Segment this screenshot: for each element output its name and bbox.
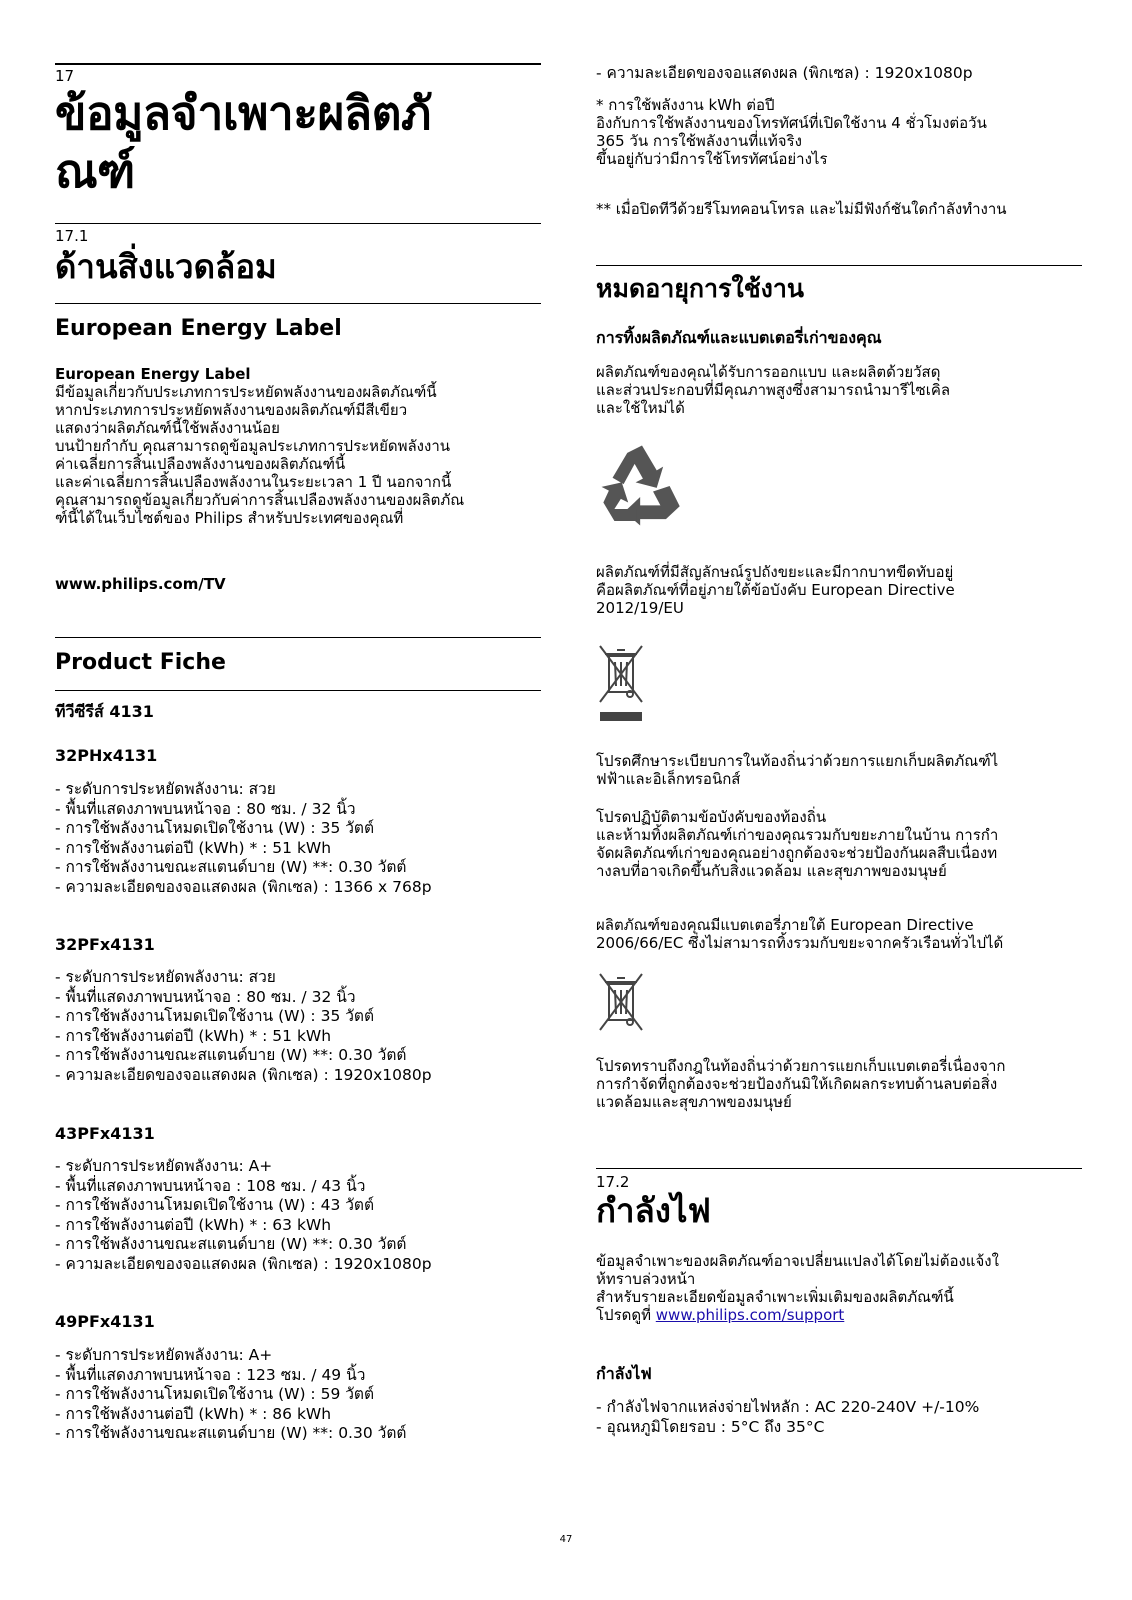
crossed-bin-icon	[596, 642, 1082, 726]
support-link[interactable]: www.philips.com/support	[655, 1306, 845, 1324]
text-line: 365 วัน การใช้พลังงานที่แท้จริง	[596, 132, 802, 150]
page-number: 47	[559, 1534, 573, 1545]
spec-line: - การใช้พลังงานต่อปี (kWh) * : 51 kWh	[55, 838, 332, 857]
divider	[596, 265, 1082, 266]
section-title: ด้านสิ่งแวดล้อม	[55, 247, 277, 286]
spec-line: - การใช้พลังงานขณะสแตนด์บาย (W) **: 0.30 วัตต์	[55, 858, 407, 876]
energy-label-text	[55, 383, 541, 527]
spec-line: - ความละเอียดของจอแสดงผล (พิกเซล) : 1366 x 768p	[55, 877, 432, 896]
spec-line: - การใช้พลังงานขณะสแตนด์บาย (W) **: 0.30 วัตต์	[55, 1046, 407, 1064]
text-line: การกำจัดที่ถูกต้องจะช่วยป้องกันมิให้เกิดผลกระทบด้านลบต่อสิ่ง	[596, 1075, 998, 1093]
model-specs	[55, 1157, 541, 1274]
divider	[55, 303, 541, 304]
text-line: ** เมื่อปิดทีวีด้วยรีโมทคอนโทรล และไม่มีฟังก์ชันใดกำลังทำงาน	[596, 200, 1007, 218]
crossed-bin-icon	[596, 970, 1082, 1038]
spec-line: - การใช้พลังงานโหมดเปิดใช้งาน (W) : 35 วัตต์	[55, 1007, 375, 1025]
spec-line: - ระดับการประหยัดพลังงาน: สวย	[55, 780, 276, 798]
model-specs	[55, 968, 541, 1085]
text-line: บนป้ายกำกับ คุณสามารถดูข้อมูลประเภทการประหยัดพลังงาน	[55, 437, 451, 455]
spec-line: - การใช้พลังงานขณะสแตนด์บาย (W) **: 0.30 วัตต์	[55, 1235, 407, 1253]
divider	[55, 63, 541, 65]
chapter-title-line1: ข้อมูลจำเพาะผลิตภั	[55, 86, 431, 140]
text-line: 2012/19/EU	[596, 599, 684, 617]
recycle-icon	[596, 440, 1082, 532]
spec-line: - การใช้พลังงานโหมดเปิดใช้งาน (W) : 59 วัตต์	[55, 1385, 375, 1403]
text-line: และค่าเฉลี่ยการสิ้นเปลืองพลังงานในระยะเวลา 1 ปี นอกจากนี้	[55, 473, 452, 491]
spec-line: - พื้นที่แสดงภาพบนหน้าจอ : 80 ซม. / 32 นิ้ว	[55, 987, 356, 1006]
section-number: 17.2	[596, 1173, 630, 1191]
model-name: 32PFx4131	[55, 935, 155, 954]
text-line: ขึ้นอยู่กับว่ามีการใช้โทรทัศน์อย่างไร	[596, 150, 828, 168]
local-rules-text	[596, 752, 1082, 788]
text-line: ค่าเฉลี่ยการสิ้นเปลืองพลังงานของผลิตภัณฑ์นี้	[55, 455, 346, 473]
model-specs	[55, 780, 541, 897]
text-line: โปรดศึกษาระเบียบการในท้องถิ่นว่าด้วยการแยกเก็บผลิตภัณฑ์ไ	[596, 752, 999, 770]
footnote-annual-energy	[596, 96, 1082, 168]
text-line: มีข้อมูลเกี่ยวกับประเภทการประหยัดพลังงานของผลิตภัณฑ์นี้	[55, 383, 437, 401]
see-prefix: โปรดดูที่	[596, 1306, 656, 1324]
power-specs	[596, 1398, 1082, 1437]
text-line: แวดล้อมและสุขภาพของมนุษย์	[596, 1093, 792, 1111]
text-line: ผลิตภัณฑ์ที่มีสัญลักษณ์รูปถังขยะและมีกากบาทขีดทับอยู่	[596, 563, 954, 581]
chapter-title-line2: ณฑ์	[55, 144, 135, 198]
spec-line: - กำลังไฟจากแหล่งจ่ายไฟหลัก : AC 220-240V +/-10%	[596, 1398, 980, 1416]
spec-line: - พื้นที่แสดงภาพบนหน้าจอ : 108 ซม. / 43 นิ้ว	[55, 1176, 366, 1195]
divider	[55, 223, 541, 224]
end-of-use-heading: หมดอายุการใช้งาน	[596, 274, 805, 303]
text-line: หากประเภทการประหยัดพลังงานของผลิตภัณฑ์มีสีเขียว	[55, 401, 408, 419]
series-heading: ทีวีซีรีส์ 4131	[55, 702, 154, 721]
battery-rules-text	[596, 1057, 1082, 1111]
text-line: ฟฟ้าและอิเล็กทรอนิกส์	[596, 770, 741, 788]
text-line: ฑ์นี้ได้ในเว็บไซต์ของ Philips สำหรับประเทศของคุณที่	[55, 509, 404, 527]
spec-line: - พื้นที่แสดงภาพบนหน้าจอ : 80 ซม. / 32 นิ้ว	[55, 799, 356, 818]
text-line: และส่วนประกอบที่มีคุณภาพสูงซึ่งสามารถนำมารีไซเคิล	[596, 381, 951, 399]
footnote-standby	[596, 200, 1082, 218]
text-line: จัดผลิตภัณฑ์เก่าของคุณอย่างถูกต้องจะช่วยป้องกันผลสืบเนื่องท	[596, 844, 998, 862]
spec-line: - ความละเอียดของจอแสดงผล (พิกเซล) : 1920x1080p	[55, 1065, 432, 1084]
spec-line: - การใช้พลังงานขณะสแตนด์บาย (W) **: 0.30 วัตต์	[55, 1424, 407, 1442]
spec-line: - การใช้พลังงานโหมดเปิดใช้งาน (W) : 43 วัตต์	[55, 1196, 375, 1214]
text-line	[596, 1306, 1082, 1324]
spec-line: - ระดับการประหยัดพลังงาน: A+	[55, 1346, 273, 1364]
text-line: ผลิตภัณฑ์ของคุณมีแบตเตอรี่ภายใต้ European Directive	[596, 916, 974, 934]
text-line: และห้ามทิ้งผลิตภัณฑ์เก่าของคุณรวมกับขยะภายในบ้าน การกำ	[596, 826, 999, 844]
text-line: ข้อมูลจำเพาะของผลิตภัณฑ์อาจเปลี่ยนแปลงได้โดยไม่ต้องแจ้งใ	[596, 1252, 999, 1270]
text-line: ห้ทราบล่วงหน้า	[596, 1270, 696, 1288]
section-title: กำลังไฟ	[596, 1191, 711, 1230]
product-fiche-heading: Product Fiche	[55, 650, 226, 675]
spec-line: - การใช้พลังงานต่อปี (kWh) * : 86 kWh	[55, 1404, 332, 1423]
divider	[55, 637, 541, 638]
model-specs	[55, 1346, 541, 1444]
spec-line: - พื้นที่แสดงภาพบนหน้าจอ : 123 ซม. / 49 นิ้ว	[55, 1365, 366, 1384]
spec-line: - การใช้พลังงานโหมดเปิดใช้งาน (W) : 35 วัตต์	[55, 819, 375, 837]
text-line: โปรดปฏิบัติตามข้อบังคับของท้องถิ่น	[596, 808, 827, 826]
model-name: 49PFx4131	[55, 1312, 155, 1331]
text-line: โปรดทราบถึงกฎในท้องถิ่นว่าด้วยการแยกเก็บแบตเตอรี่เนื่องจาก	[596, 1057, 1006, 1075]
spec-line: - ระดับการประหยัดพลังงาน: A+	[55, 1157, 273, 1175]
spec-line: - ความละเอียดของจอแสดงผล (พิกเซล) : 1920x1080p	[596, 64, 973, 82]
text-line: * การใช้พลังงาน kWh ต่อปี	[596, 96, 775, 114]
power-subheading: กำลังไฟ	[596, 1364, 652, 1383]
text-line: คือผลิตภัณฑ์ที่อยู่ภายใต้ข้อบังคับ European Directive	[596, 581, 955, 599]
disposal-rules-text	[596, 808, 1082, 880]
model-name: 43PFx4131	[55, 1124, 155, 1143]
section-number: 17.1	[55, 227, 89, 245]
spec-line: - การใช้พลังงานต่อปี (kWh) * : 63 kWh	[55, 1215, 332, 1234]
energy-label-heading: European Energy Label	[55, 316, 342, 341]
spec-line: - การใช้พลังงานต่อปี (kWh) * : 51 kWh	[55, 1026, 332, 1045]
spec-line: - อุณหภูมิโดยรอบ : 5°C ถึง 35°C	[596, 1417, 825, 1436]
model-name: 32PHx4131	[55, 746, 158, 765]
battery-text	[596, 916, 1082, 952]
text-line: างลบที่อาจเกิดขึ้นกับสิ่งแวดล้อม และสุขภาพของมนุษย์	[596, 862, 947, 880]
text-line: ผลิตภัณฑ์ของคุณได้รับการออกแบบ และผลิตด้วยวัสดุ	[596, 363, 941, 381]
energy-label-url[interactable]: www.philips.com/TV	[55, 575, 226, 593]
text-line: สำหรับรายละเอียดข้อมูลจำเพาะเพิ่มเติมของผลิตภัณฑ์นี้	[596, 1288, 954, 1306]
power-intro	[596, 1252, 1082, 1324]
text-line: และใช้ใหม่ได้	[596, 399, 685, 417]
spec-line: - ระดับการประหยัดพลังงาน: สวย	[55, 968, 276, 986]
text-line: แสดงว่าผลิตภัณฑ์นี้ใช้พลังงานน้อย	[55, 419, 280, 437]
model-specs-continued	[596, 64, 1082, 84]
weee-text	[596, 563, 1082, 617]
divider	[55, 690, 541, 691]
text-line: 2006/66/EC ซึ่งไม่สามารถทิ้งรวมกับขยะจากครัวเรือนทั่วไปได้	[596, 934, 1004, 952]
divider	[596, 1168, 1082, 1169]
disposal-text	[596, 363, 1082, 417]
section-number: 17	[55, 67, 75, 85]
text-line: อิงกับการใช้พลังงานของโทรทัศน์ที่เปิดใช้งาน 4 ชั่วโมงต่อวัน	[596, 114, 987, 132]
disposal-subheading: การทิ้งผลิตภัณฑ์และแบตเตอรี่เก่าของคุณ	[596, 328, 882, 347]
energy-label-subheading: European Energy Label	[55, 365, 251, 383]
spec-line: - ความละเอียดของจอแสดงผล (พิกเซล) : 1920x1080p	[55, 1254, 432, 1273]
text-line: คุณสามารถดูข้อมูลเกี่ยวกับค่าการสิ้นเปลืองพลังงานของผลิตภัณ	[55, 491, 465, 509]
